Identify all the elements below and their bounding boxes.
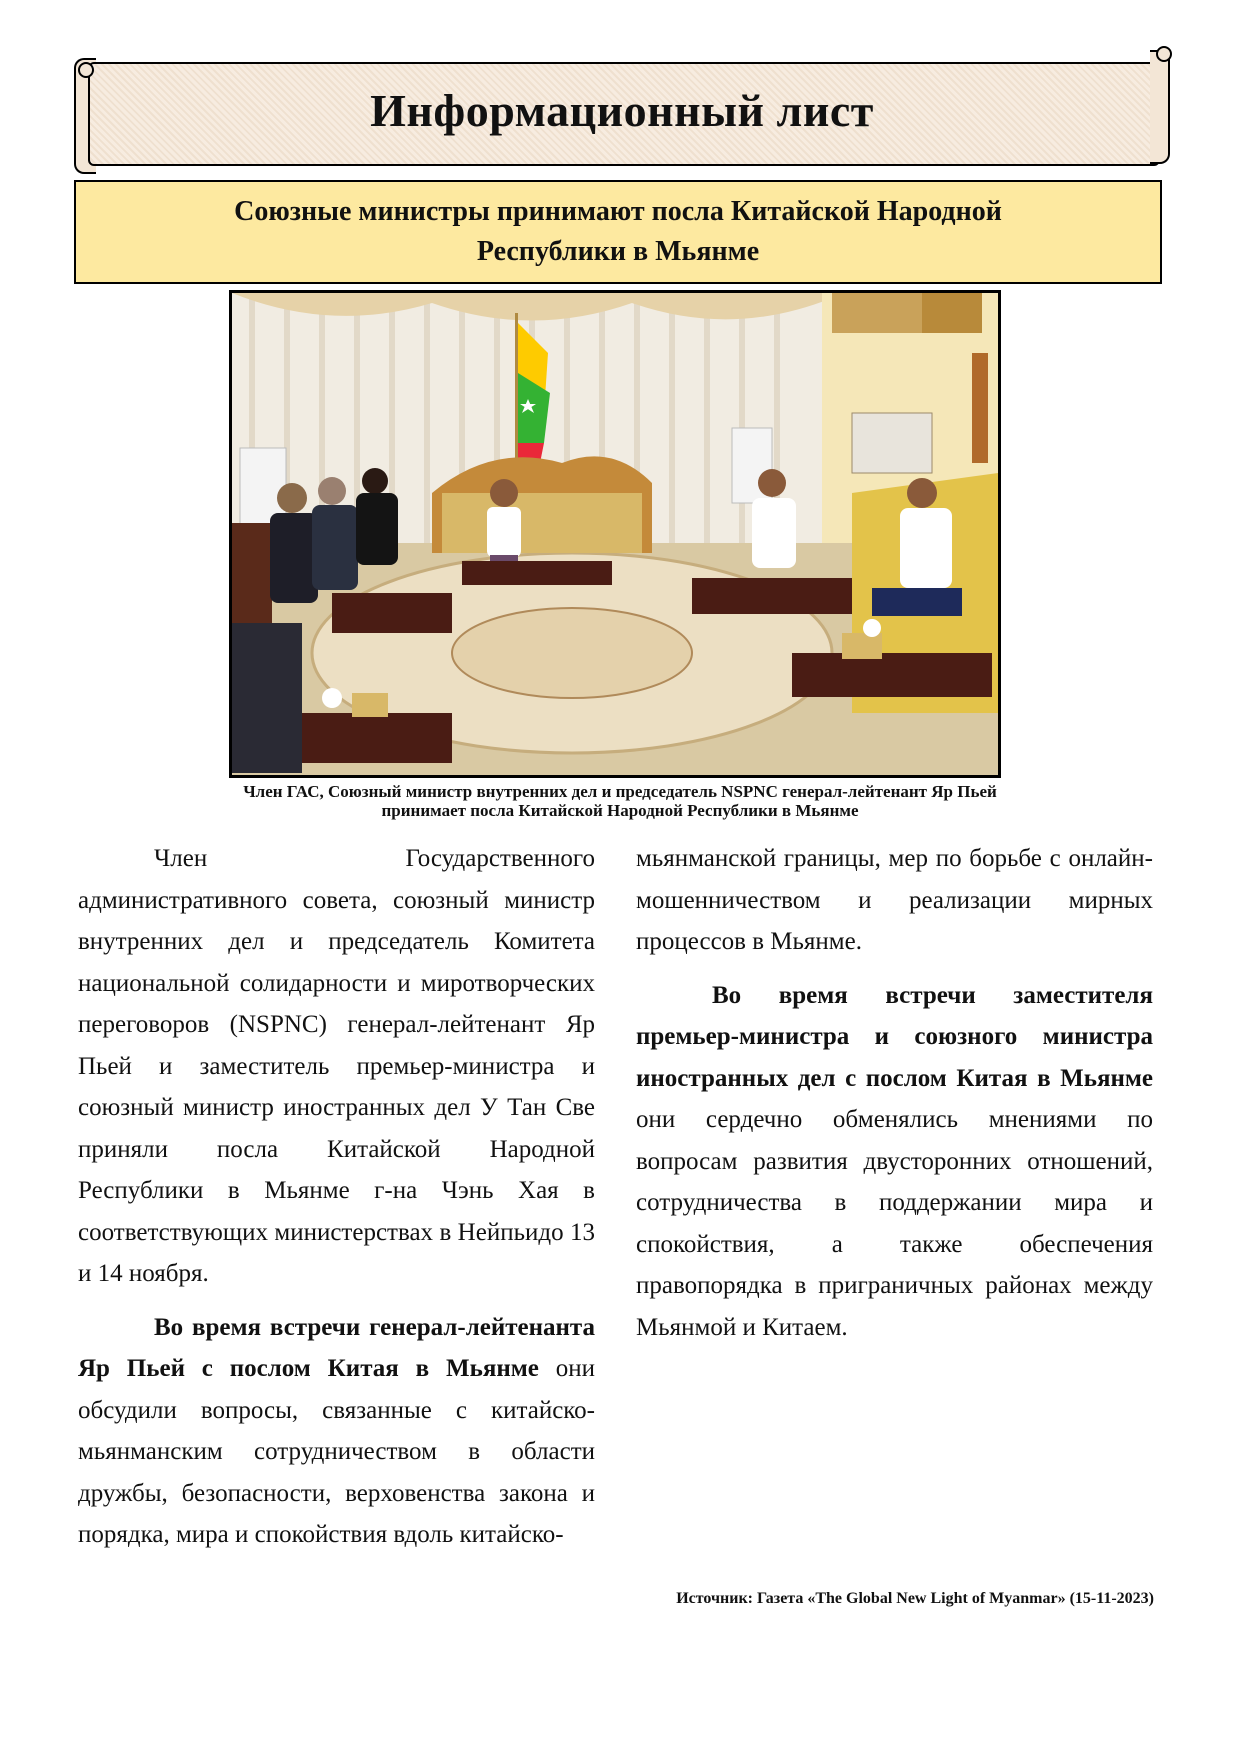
source-note: Источник: Газета «The Global New Light of Myanmar» (15-11-2023) (676, 1590, 1154, 1607)
title-banner (74, 58, 1170, 176)
article-paragraph-2-text: они обсудили вопросы, связанные с китайско-мьянманским сотрудничеством в области дружбы, безопасности, верховенства закона и порядка, мира и спокойствия вдоль китайско- (78, 1355, 595, 1548)
article-paragraph-2-continued: мьянманской границы, мер по борьбе с онлайн-мошенничеством и реализации мирных процессов в Мьянме. (636, 845, 1153, 955)
photo-caption (120, 782, 1120, 820)
meeting-photo (229, 290, 1001, 778)
article-column-left (78, 838, 595, 1568)
scroll-knob-right (1156, 46, 1172, 62)
headline-line-2: Республики в Мьянме (476, 236, 760, 267)
scroll-knob-left (78, 62, 94, 78)
article-paragraph-1: Член Государственного административного совета, союзный министр внутренних дел и председатель Комитета национальной солидарности и миротворческих переговоров (NSPNC) генерал-лейтенант Яр Пьей и заместитель премьер-министра и союзный министр иностранных дел У Тан Све приняли посла Китайской Народной Республики в Мьянме г-на Чэнь Хая в соответствующих министерствах в Нейпьидо 13 и 14 ноября. (78, 845, 595, 1287)
article-column-right (636, 838, 1153, 1360)
article-paragraph-3 (636, 975, 1153, 1349)
article-paragraph-3-text: они сердечно обменялись мнениями по вопросам развития двусторонних отношений, сотрудничества в поддержании мира и спокойствия, а также обеспечения правопорядка в приграничных районах между Мьянмой и Китаем. (636, 1106, 1153, 1341)
meeting-photo-illustration (232, 293, 998, 775)
caption-line-2: принимает посла Китайской Народной Республики в Мьянме (381, 801, 859, 820)
page-title: Информационный лист (370, 85, 874, 136)
article-paragraph-2 (78, 1307, 595, 1556)
headline-line-1: Союзные министры принимают посла Китайской Народной (234, 196, 1002, 227)
article-paragraph-3-bold: Во время встречи заместителя премьер-министра и союзного министра иностранных дел с послом Китая в Мьянме (636, 981, 1153, 1092)
caption-line-1: Член ГАС, Союзный министр внутренних дел и председатель NSPNC генерал-лейтенант Яр Пьей (243, 782, 997, 801)
article-paragraph-2-bold: Во время встречи генерал-лейтенанта Яр Пьей с послом Китая в Мьянме (78, 1313, 595, 1382)
headline-box (74, 180, 1162, 284)
